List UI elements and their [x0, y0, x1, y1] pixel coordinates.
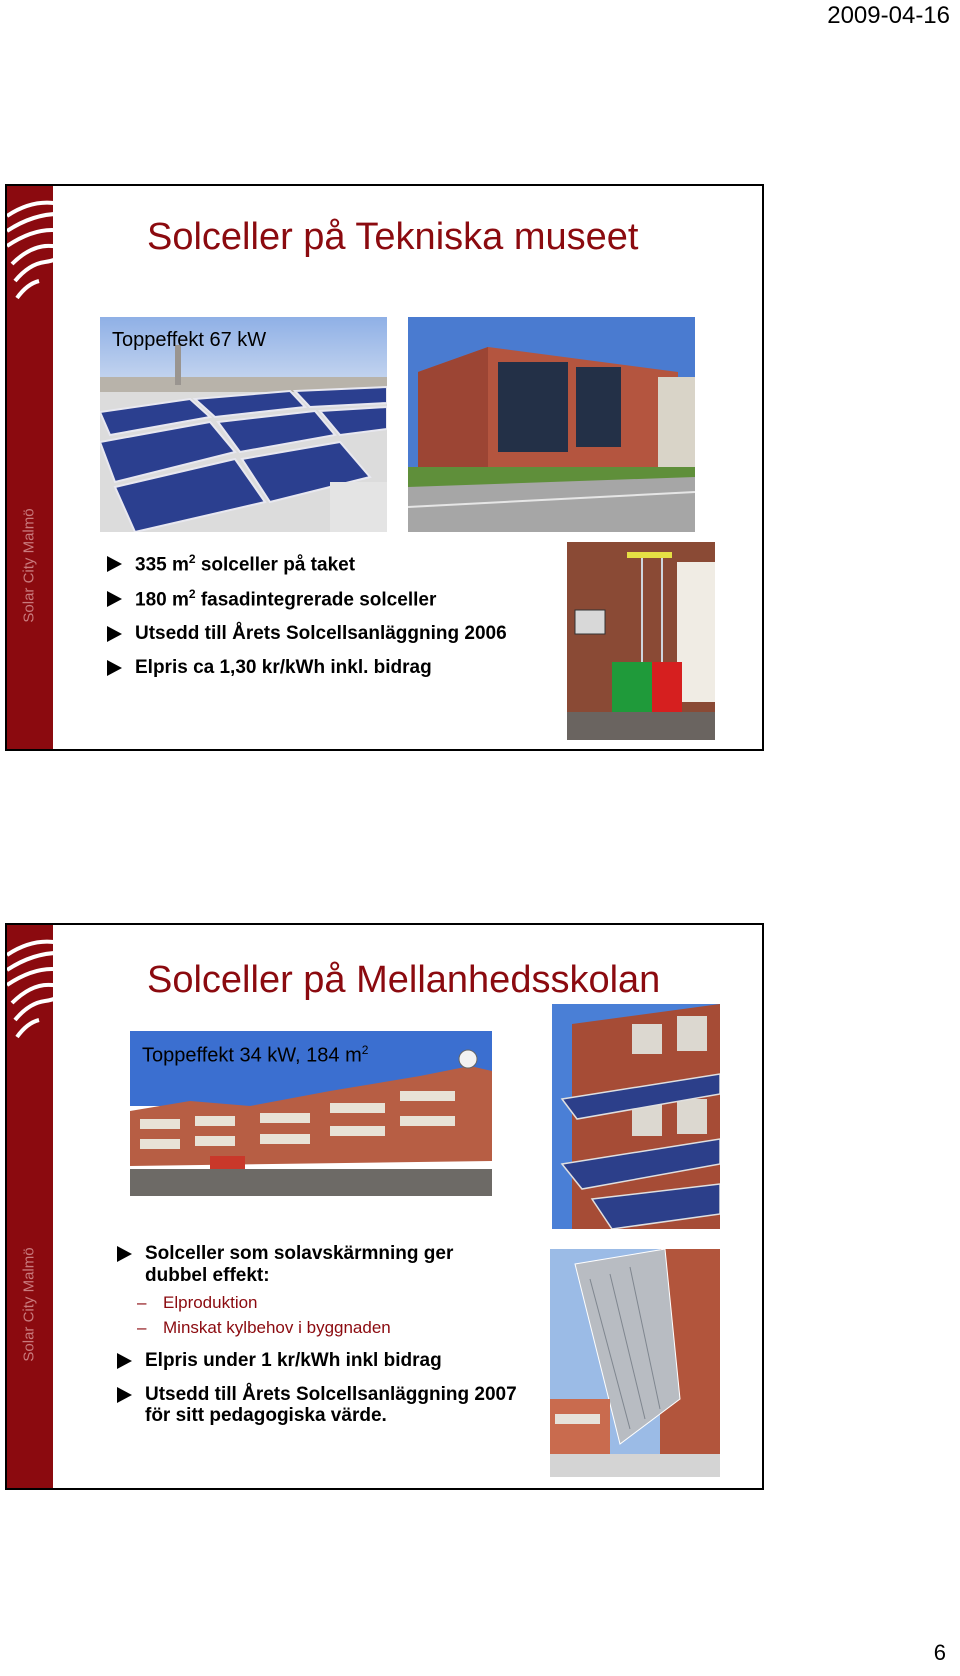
bullet-arrow-icon	[107, 556, 122, 572]
swirl-logo	[7, 186, 117, 316]
bullet-item: Utsedd till Årets Solcellsanläggning 2006	[107, 623, 527, 645]
bullet-arrow-icon	[107, 660, 122, 676]
bullet-list	[107, 553, 527, 691]
photo-caption: Toppeffekt 34 kW, 184 $m^2$	[142, 1043, 369, 1067]
photo-brick-facade	[408, 317, 695, 532]
slide-title: Solceller på Mellanhedsskolan	[147, 959, 661, 1001]
bullet-arrow-icon	[107, 591, 122, 607]
bullet-list	[117, 1243, 517, 1439]
bullet-item: Elpris ca 1,30 kr/kWh inkl. bidrag	[107, 657, 527, 679]
page-number: 6	[933, 1640, 946, 1665]
bullet-arrow-icon	[117, 1353, 132, 1369]
photo-caption: Toppeffekt 67 kW	[112, 329, 267, 351]
bullet-arrow-icon	[117, 1387, 132, 1403]
slide-mellanhedsskolan	[5, 923, 764, 1490]
slide-tekniska-museet	[5, 184, 764, 751]
photo-exhibit	[567, 542, 715, 740]
bullet-item: 335 $m^2$ solceller på taket	[107, 553, 527, 576]
bullet-arrow-icon	[117, 1246, 132, 1262]
photo-school-exterior	[130, 1031, 492, 1196]
swirl-logo	[7, 925, 117, 1055]
sub-bullet-item: – Elproduktion	[137, 1292, 258, 1312]
sub-bullet-item: – Minskat kylbehov i byggnaden	[137, 1318, 391, 1338]
slide-title: Solceller på Tekniska museet	[147, 216, 639, 258]
sidebar-label: Solar City Malmö	[20, 1247, 38, 1362]
sidebar-label: Solar City Malmö	[20, 508, 38, 623]
bullet-item: Solceller som solavskärmning ger dubbel effekt: – Elproduktion – Minskat kylbehov i byggnaden	[117, 1243, 517, 1338]
photo-solar-shading	[550, 1249, 720, 1477]
bullet-arrow-icon	[107, 626, 122, 642]
sub-bullet-list	[137, 1293, 517, 1338]
photo-facade-awnings	[552, 1004, 720, 1229]
photo-rooftop-panels	[100, 317, 387, 532]
bullet-item: 180 $m^2$ fasadintegrerade solceller	[107, 588, 527, 611]
bullet-item: Utsedd till Årets Solcellsanläggning 2007 för sitt pedagogiska värde.	[117, 1384, 517, 1428]
dash-icon: –	[137, 1292, 147, 1312]
bullet-item: Elpris under 1 kr/kWh inkl bidrag	[117, 1350, 517, 1372]
dash-icon: –	[137, 1318, 147, 1338]
header-date: 2009-04-16	[827, 2, 950, 29]
